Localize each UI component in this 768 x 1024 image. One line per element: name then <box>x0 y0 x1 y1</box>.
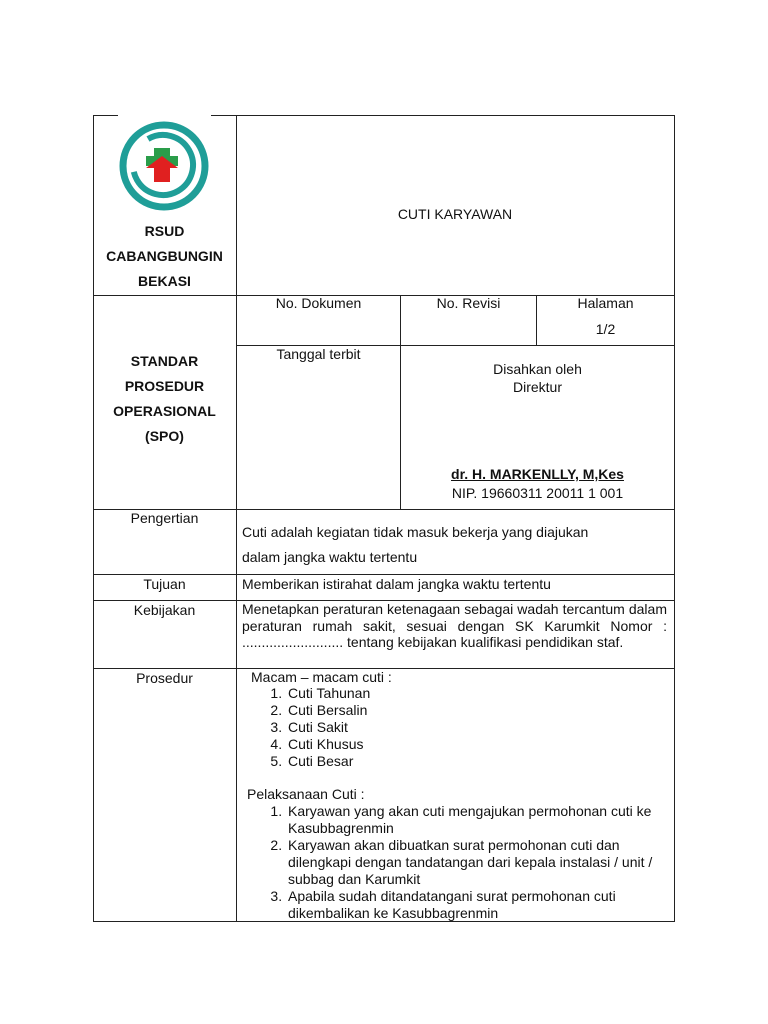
macam-cuti-item: 2. Cuti Bersalin <box>286 702 664 719</box>
spo-label-line: PROSEDUR <box>124 378 205 394</box>
no-dokumen-label: No. Dokumen <box>275 295 362 311</box>
pelaksanaan-cuti-item: 2. Karyawan akan dibuatkan surat permohonan cuti dan dilengkapi dengan tandatangan dari kepala instalasi / unit / subbag dan Karumkit <box>286 837 664 888</box>
pengertian-text: dalam jangka waktu tertentu <box>242 549 418 565</box>
org-name-line: CABANGBUNGIN <box>106 248 223 264</box>
macam-cuti-title: Macam – macam cuti : <box>251 669 392 685</box>
document-title: CUTI KARYAWAN <box>397 206 513 222</box>
spo-document <box>93 115 675 922</box>
table-border <box>93 115 118 116</box>
pelaksanaan-cuti-list <box>264 803 664 922</box>
prosedur-label: Prosedur <box>136 670 193 686</box>
director-name: dr. H. MARKENLLY, M,Kes <box>451 466 624 482</box>
tujuan-text: Memberikan istirahat dalam jangka waktu tertentu <box>242 576 551 592</box>
org-name <box>93 219 236 294</box>
kebijakan-text: Menetapkan peraturan ketenagaan sebagai wadah tercantum dalam peraturan rumah sakit, sesuai dengan SK Karumkit Nomor : .......................... tentang kebijakan kualifikasi pendidikan staf. <box>242 601 667 650</box>
halaman-label: Halaman <box>577 295 634 311</box>
spo-label-line: (SPO) <box>145 428 184 444</box>
macam-cuti-list <box>264 685 664 770</box>
pelaksanaan-cuti-item: 3. Apabila sudah ditandatangani surat permohonan cuti dikembalikan ke Kasubbagrenmin <box>286 888 664 922</box>
no-revisi-label: No. Revisi <box>436 295 501 311</box>
macam-cuti-item: 1. Cuti Tahunan <box>286 685 664 702</box>
table-border <box>674 115 675 922</box>
pengertian-label: Pengertian <box>130 510 199 526</box>
spo-label-line: OPERASIONAL <box>113 403 216 419</box>
table-border <box>93 574 675 575</box>
org-name-line: RSUD <box>144 223 185 239</box>
pelaksanaan-cuti-item: 1. Karyawan yang akan cuti mengajukan permohonan cuti ke Kasubbagrenmin <box>286 803 664 837</box>
halaman-value: 1/2 <box>595 321 616 337</box>
macam-cuti-item: 3. Cuti Sakit <box>286 719 664 736</box>
macam-cuti-item: 5. Cuti Besar <box>286 753 664 770</box>
table-border <box>211 115 675 116</box>
org-name-line: BEKASI <box>138 273 191 289</box>
macam-cuti-item: 4. Cuti Khusus <box>286 736 664 753</box>
spo-label <box>93 349 236 449</box>
tanggal-terbit-label: Tanggal terbit <box>276 346 361 362</box>
table-border <box>236 115 237 922</box>
tujuan-label: Tujuan <box>143 576 186 592</box>
spo-label-line: STANDAR <box>130 353 199 369</box>
pengertian-text: Cuti adalah kegiatan tidak masuk bekerja yang diajukan <box>242 524 589 540</box>
director-nip: NIP. 19660311 20011 1 001 <box>451 485 624 501</box>
hospital-logo-icon <box>118 120 214 212</box>
pelaksanaan-cuti-title: Pelaksanaan Cuti : <box>247 786 365 802</box>
disahkan-oleh: Disahkan oleh <box>493 361 582 377</box>
kebijakan-label: Kebijakan <box>133 602 196 618</box>
direktur-label: Direktur <box>512 379 562 395</box>
